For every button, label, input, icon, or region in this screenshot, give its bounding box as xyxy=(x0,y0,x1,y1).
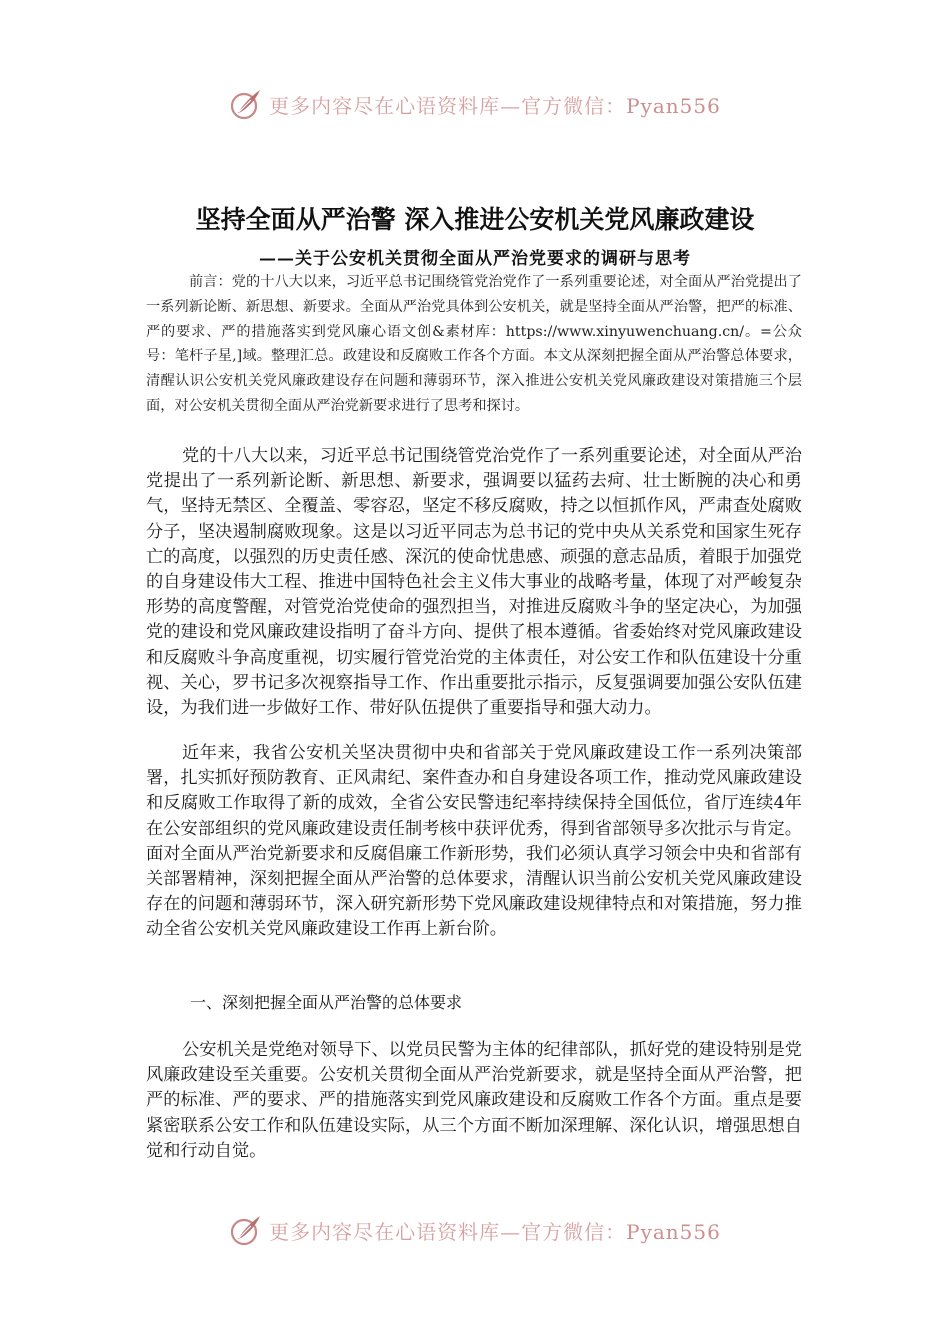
document-title: 坚持全面从严治警 深入推进公安机关党风廉政建设 xyxy=(195,205,755,234)
watermark-label: 更多内容尽在心语资料库—官方微信： xyxy=(269,1219,627,1244)
watermark-handle: Pyan556 xyxy=(626,93,721,118)
preface-text: 前言：党的十八大以来，习近平总书记围绕管党治党作了一系列重要论述，对全面从严治党提出了一系列新论断、新思想、新要求。全面从严治党具体到公安机关，就是坚持全面从严治警，把严的标准、严的要求、严的措施落实到党风廉心语文创&素材库：https://www.xinyuwenchuang.cn/。=公众号：笔杆子星,]域。整理汇总。政建设和反腐败工作各个方面。本文从深刻把握全面从严治警总体要求，清醒认识公安机关党风廉政建设存在问题和薄弱环节，深入推进公安机关党风廉政建设对策措施三个层面，对公安机关贯彻全面从严治党新要求进行了思考和探讨。 xyxy=(146,274,802,414)
preface xyxy=(146,270,802,419)
document-subtitle: ——关于公安机关贯彻全面从严治党要求的调研与思考 xyxy=(259,249,691,269)
watermark-handle: Pyan556 xyxy=(626,1219,721,1244)
section-paragraph xyxy=(146,1038,802,1164)
paragraph-text: 近年来，我省公安机关坚决贯彻中央和省部关于党风廉政建设工作一系列决策部署，扎实抓好预防教育、正风肃纪、案件查办和自身建设各项工作，推动党风廉政建设和反腐败工作取得了新的成效，全省公安民警违纪率持续保持全国低位，省厅连续4年在公安部组织的党风廉政建设责任制考核中获评优秀，得到省部领导多次批示与肯定。面对全面从严治党新要求和反腐倡廉工作新形势，我们必须认真学习领会中央和省部有关部署精神，深刻把握全面从严治警的总体要求，清醒认识当前公安机关党风廉政建设存在的问题和薄弱环节，深入研究新形势下党风廉政建设规律特点和对策措施，努力推动全省公安机关党风廉政建设工作再上新台阶。 xyxy=(146,743,802,940)
watermark-text xyxy=(269,90,721,119)
paragraph-text: 公安机关是党绝对领导下、以党员民警为主体的纪律部队，抓好党的建设特别是党风廉政建设至关重要。公安机关贯彻全面从严治党新要求，就是坚持全面从严治警，把严的标准、严的要求、严的措施落实到党风廉政建设和反腐败工作各个方面。重点是要紧密联系公安工作和队伍建设实际，从三个方面不断加深理解、深化认识，增强思想自觉和行动自觉。 xyxy=(146,1040,802,1161)
watermark-banner-top xyxy=(0,84,950,124)
body-paragraph-1 xyxy=(146,444,802,721)
quill-pen-icon xyxy=(229,1213,263,1247)
section-heading: 一、深刻把握全面从严治警的总体要求 xyxy=(190,993,463,1012)
paragraph-text: 党的十八大以来，习近平总书记围绕管党治党作了一系列重要论述，对全面从严治党提出了一系列新论断、新思想、新要求，强调要以猛药去疴、壮士断腕的决心和勇气，坚持无禁区、全覆盖、零容忍，坚定不移反腐败，持之以恒抓作风，严肃查处腐败分子，坚决遏制腐败现象。这是以习近平同志为总书记的党中央从关系党和国家生死存亡的高度，以强烈的历史责任感、深沉的使命忧患感、顽强的意志品质，着眼于加强党的自身建设伟大工程、推进中国特色社会主义伟大事业的战略考量，体现了对严峻复杂形势的高度警醒，对管党治党使命的强烈担当，对推进反腐败斗争的坚定决心，为加强党的建设和党风廉政建设指明了奋斗方向、提供了根本遵循。省委始终对党风廉政建设和反腐败斗争高度重视，切实履行管党治党的主体责任，对公安工作和队伍建设十分重视、关心，罗书记多次视察指导工作、作出重要批示指示，反复强调要加强公安队伍建设，为我们进一步做好工作、带好队伍提供了重要指导和强大动力。 xyxy=(146,446,802,719)
quill-pen-icon xyxy=(229,87,263,121)
watermark-banner-bottom xyxy=(0,1210,950,1250)
watermark-label: 更多内容尽在心语资料库—官方微信： xyxy=(269,93,627,118)
watermark-text xyxy=(269,1216,721,1245)
body-paragraph-2 xyxy=(146,741,802,943)
